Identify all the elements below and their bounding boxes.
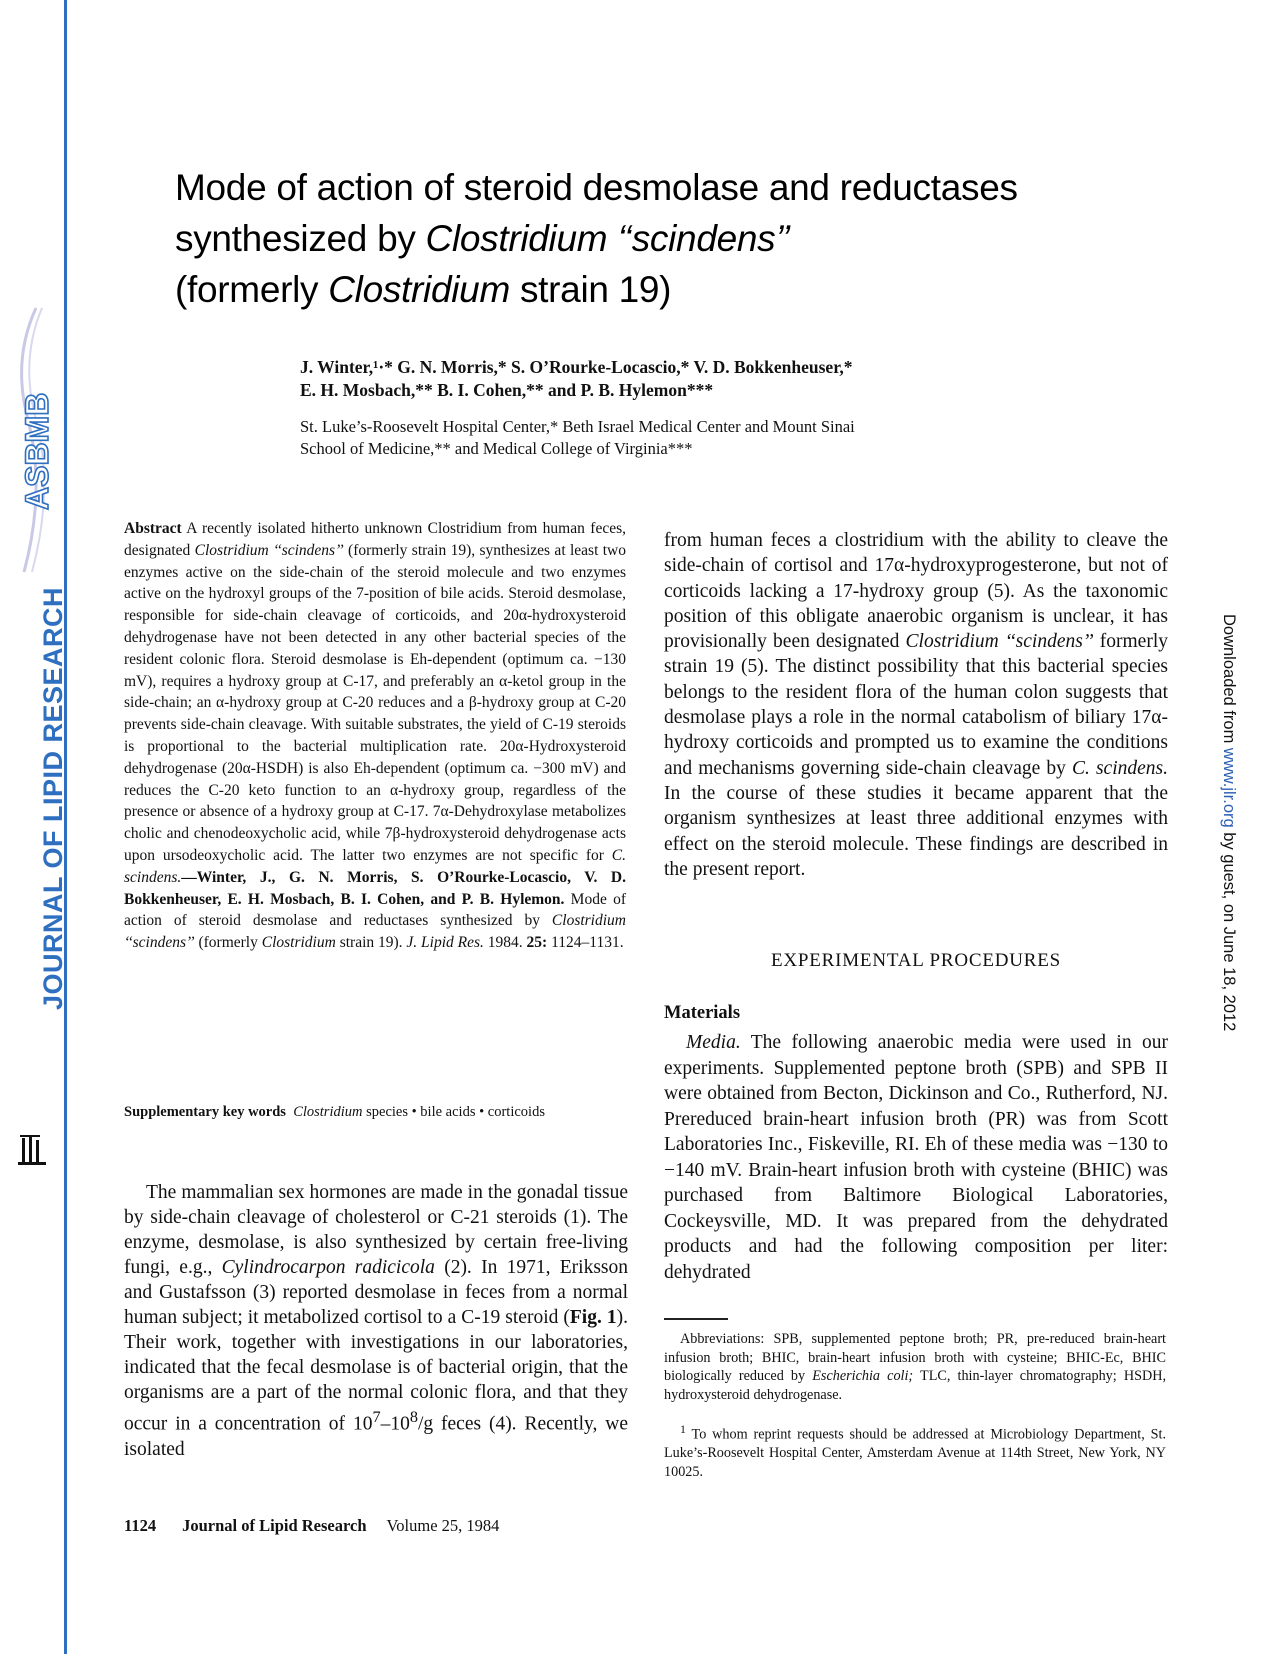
jlr-mark-icon xyxy=(14,1132,50,1168)
fig-ref[interactable]: Fig. 1 xyxy=(569,1307,617,1328)
article-title xyxy=(175,162,1175,315)
page-number: 1124 xyxy=(124,1516,157,1535)
media-paragraph: Media. The following anaerobic media were used in our experiments. Supplemented peptone broth (SPB) and SPB II were obtained from Becton, Dickinson and Co., Rutherford, NJ. Prereduced brain-heart infusion broth (PR) was from Scott Laboratories Inc., Fiskeville, RI. Eh of these media was −130 to −140 mV. Brain-heart infusion broth with cysteine (BHIC) was purchased from Baltimore Biological Laboratories, Cockeysville, MD. It was prepared from the dehydrated products and had the following composition per liter: dehydrated xyxy=(664,1032,1168,1283)
title-line-1: Mode of action of steroid desmolase and reductases xyxy=(175,167,1018,208)
asbmb-logo-text: ASBMB xyxy=(19,392,55,510)
abstract-label: Abstract xyxy=(124,520,182,537)
footnote-divider xyxy=(664,1318,728,1320)
page-footer xyxy=(124,1516,499,1536)
title-line-3: (formerly Clostridium strain 19) xyxy=(175,269,672,310)
download-note: Downloaded from www.jlr.org by guest, on June 18, 2012 xyxy=(1220,614,1238,1032)
footnote-abbreviations: Abbreviations: SPB, supplemented peptone broth; PR, pre-reduced brain-heart infusion broth; BHIC, brain-heart infusion broth with cysteine; BHIC-Ec, BHIC biologically reduced by Escherichia coli; TLC, thin-layer chromatography; HSDH, hydroxysteroid dehydrogenase. xyxy=(664,1331,1167,1403)
footer-volume: Volume 25, 1984 xyxy=(386,1516,500,1535)
keywords: Supplementary key words Clostridium species • bile acids • corticoids xyxy=(124,1104,545,1120)
author-list: J. Winter,¹·* G. N. Morris,* S. O’Rourke-Locascio,* V. D. Bokkenheuser,* E. H. Mosbach,** B. I. Cohen,** and P. B. Hylemon*** xyxy=(300,357,853,400)
title-line-2: synthesized by Clostridium ‘‘scindens’’ xyxy=(175,218,790,259)
subsection-heading: Materials xyxy=(664,1003,741,1023)
abstract: Abstract A recently isolated hitherto unknown Clostridium from human feces, designated Clostridium ‘‘scindens’’ (formerly strain 19), synthesizes at least two enzymes active on the side-chain of the steroid molecule and two enzymes active on the hydroxyl groups of the 7-position of bile acids. Steroid desmolase, responsible for side-chain cleavage of corticoids, and 20α-hydroxysteroid dehydrogenase have not been detected in any other bacterial species of the resident colonic flora. Steroid desmolase is Eh-dependent (optimum ca. −130 mV), requires a hydroxy group at C-17, and preferably an α-ketol group in the side-chain; an α-hydroxy group at C-20 reduces and a β-hydroxy group at C-20 prevents side-chain cleavage. With suitable substrates, the yield of C-19 steroids is proportional to the bacterial multiplication rate. 20α-Hydroxysteroid dehydrogenase (20α-HSDH) is also Eh-dependent (optimum ca. −300 mV) and reduces the C-20 keto function to an α-hydroxy group, regardless of the presence or absence of a hydroxy group at C-17. 7α-Dehydroxylase metabolizes cholic and chenodeoxycholic acid, while 7β-hydroxysteroid dehydrogenase acts upon ursodeoxycholic acid. The latter two enzymes are not specific for C. scindens.—Winter, J., G. N. Morris, S. O’Rourke-Locascio, V. D. Bokkenheuser, E. H. Mosbach, B. I. Cohen, and P. B. Hylemon. Mode of action of steroid desmolase and reductases synthesized by Clostridium ‘‘scindens’’ (formerly Clostridium strain 19). J. Lipid Res. 1984. 25: 1124–1131. xyxy=(124,520,626,952)
footnote-reprint: $^1$ To whom reprint requests should be addressed at Microbiology Department, St. Luke’s-Roosevelt Hospital Center, Amsterdam Avenue at 114th Street, New York, NY 10025. xyxy=(664,1422,1166,1480)
journal-name-vertical: JOURNAL OF LIPID RESEARCH xyxy=(38,586,68,1010)
section-heading: EXPERIMENTAL PROCEDURES xyxy=(770,950,1062,971)
citation-authors: —Winter, J., G. N. Morris, S. O’Rourke-Locascio, V. D. Bokkenheuser, E. H. Mosbach, B. I. Cohen, and P. B. Hylemon. xyxy=(124,868,626,908)
jlr-link[interactable]: www.jlr.org xyxy=(1220,747,1238,828)
asbmb-logo xyxy=(6,300,56,580)
affiliations: St. Luke’s-Roosevelt Hospital Center,* Beth Israel Medical Center and Mount Sinai School of Medicine,** and Medical College of Virginia*** xyxy=(300,417,855,458)
intro-paragraph-col2: from human feces a clostridium with the ability to cleave the side-chain of cortisol and 17α-hydroxyprogesterone, but not of corticoids lacking a 17-hydroxy group (5). As the taxonomic position of this obligate anaerobic organism is unclear, it has provisionally been designated Clostridium ‘‘scindens’’ formerly strain 19 (5). The distinct possibility that this bacterial species belongs to the resident flora of the human colon suggests that desmolase plays a role in the normal catabolism of biliary 17α-hydroxy corticoids and prompted us to examine the conditions and mechanisms governing side-chain cleavage by C. scindens. In the course of these studies it became apparent that the organism synthesizes at least three additional enzymes with effect on the steroid molecule. These findings are described in the present report. xyxy=(664,530,1168,880)
intro-paragraph-col1: The mammalian sex hormones are made in the gonadal tissue by side-chain cleavage of cholesterol or C-21 steroids (1). The enzyme, desmolase, is also synthesized by certain free-living fungi, e.g., Cylindrocarpon radicicola (2). In 1971, Eriksson and Gustafsson (3) reported desmolase in feces from a normal human subject; it metabolized cortisol to a C-19 steroid (Fig. 1). Their work, together with investigations in our laboratories, indicated that the fecal desmolase is of bacterial origin, that the organisms are a part of the normal colonic flora, and that they occur in a concentration of $10^7-10^8/g$ feces (4). Recently, we isolated xyxy=(124,1182,629,1460)
footer-journal: Journal of Lipid Research xyxy=(182,1516,367,1535)
